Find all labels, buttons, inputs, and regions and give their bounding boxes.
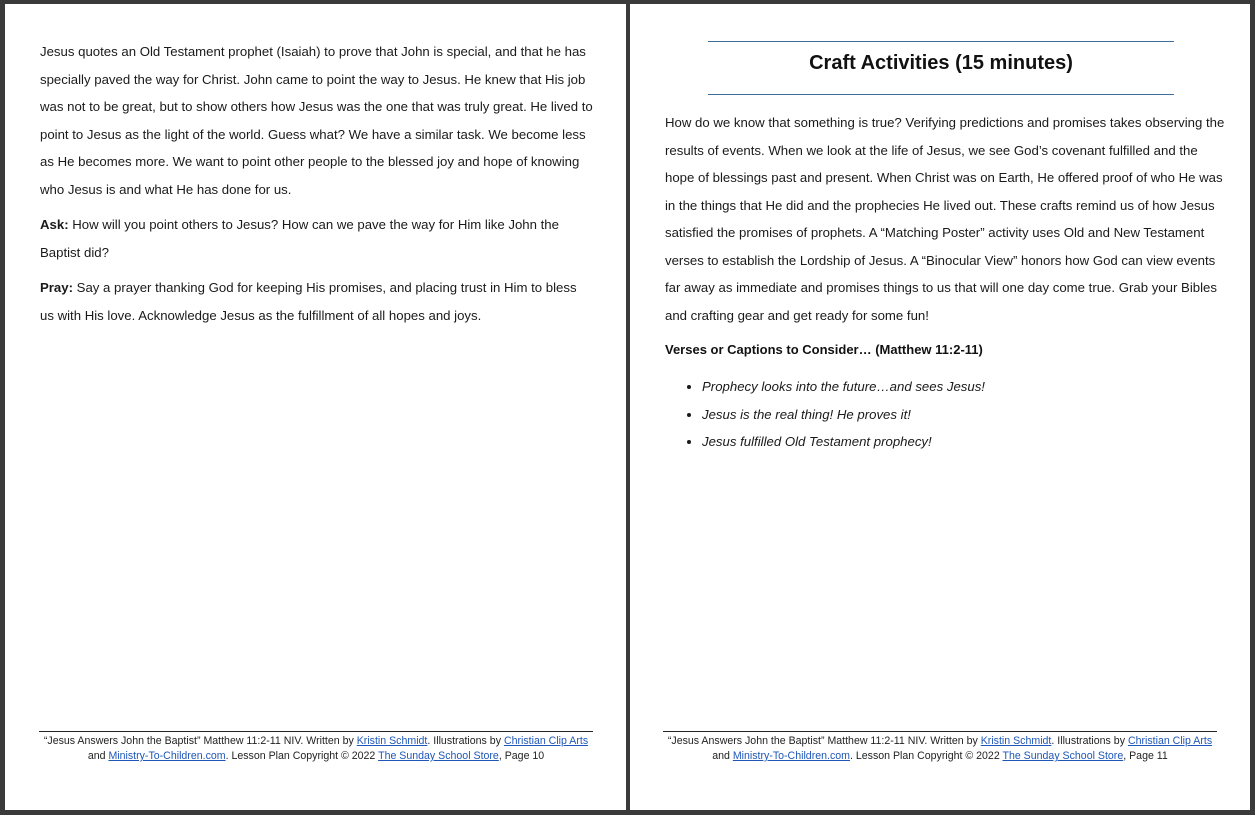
left-intro-paragraph: Jesus quotes an Old Testament prophet (Isaiah) to prove that John is special, and that he has specially paved the way for Christ. John came to point the way to Jesus. He knew that His job was not to be great, but to show others how Jesus was the one that was truly great. He lived to point to Jesus as the light of the world. Guess what? We have a similar task. We become less as He becomes more. We want to point other people to the blessed joy and hope of knowing who Jesus is and what He has done for us. xyxy=(40,44,593,197)
pray-text: Say a prayer thanking God for keeping His promises, and placing trust in Him to bless us with His love. Acknowledge Jesus as the fulfillment of all hopes and joys. xyxy=(40,280,577,323)
footer-lead: “Jesus Answers John the Baptist” Matthew 11:2-11 NIV. Written by xyxy=(43,735,357,747)
author-link[interactable]: Kristin Schmidt xyxy=(980,735,1052,747)
page-right xyxy=(630,4,1250,810)
pray-paragraph xyxy=(40,274,580,329)
title-rule-bottom xyxy=(708,94,1174,95)
christian-clip-arts-link[interactable]: Christian Clip Arts xyxy=(503,735,589,747)
sunday-school-store-link[interactable]: The Sunday School Store xyxy=(1002,750,1124,762)
footer-copyright-text: . Lesson Plan Copyright © 2022 xyxy=(225,750,379,762)
christian-clip-arts-link[interactable]: Christian Clip Arts xyxy=(1127,735,1213,747)
craft-intro-paragraph: How do we know that something is true? Verifying predictions and promises takes observing the results of events. When we look at the life of Jesus, we see God’s covenant fulfilled and the hope of blessings past and present. When Christ was on Earth, He offered proof of who He was in the things that He did and the prophecies He lived out. These crafts remind us of how Jesus satisfied the promises of prophets. A “Matching Poster” activity uses Old and New Testament verses to establish the Lordship of Jesus. A “Binocular View” honors how God can view events far away as immediate and promises things to us that will one day come true. Grab your Bibles and crafting gear and get ready for some fun! xyxy=(665,115,1225,323)
ministry-to-children-link[interactable]: Ministry-To-Children.com xyxy=(108,750,226,762)
pray-label: Pray: xyxy=(40,280,73,295)
verse-item: • Jesus fulfilled Old Testament prophecy! xyxy=(702,428,985,456)
footer-illus-text: . Illustrations by xyxy=(1051,735,1128,747)
footer-page-number: , Page 10 xyxy=(498,750,545,762)
title-rule-top xyxy=(708,41,1174,42)
ask-label: Ask: xyxy=(40,217,69,232)
verses-heading: Verses or Captions to Consider… (Matthew 11:2-11) xyxy=(665,342,983,357)
verse-item: • Prophecy looks into the future…and sees Jesus! xyxy=(702,373,985,401)
footer-divider xyxy=(663,731,1217,732)
page-footer-right xyxy=(663,734,1217,764)
footer-page-number: , Page 11 xyxy=(1123,750,1168,762)
verse-item: • Jesus is the real thing! He proves it! xyxy=(702,401,985,429)
page-footer-left xyxy=(39,734,593,764)
footer-and-text: and xyxy=(712,750,733,762)
page-left xyxy=(5,4,626,810)
ask-paragraph xyxy=(40,211,595,266)
footer-copyright-text: . Lesson Plan Copyright © 2022 xyxy=(849,750,1003,762)
footer-and-text: and xyxy=(87,750,109,762)
craft-activities-title: Craft Activities (15 minutes) xyxy=(809,52,1073,74)
footer-illus-text: . Illustrations by xyxy=(427,735,504,747)
ministry-to-children-link[interactable]: Ministry-To-Children.com xyxy=(732,750,850,762)
ask-text: How will you point others to Jesus? How can we pave the way for Him like John the Baptist did? xyxy=(40,217,559,260)
sunday-school-store-link[interactable]: The Sunday School Store xyxy=(378,750,499,762)
author-link[interactable]: Kristin Schmidt xyxy=(356,735,428,747)
footer-divider xyxy=(39,731,593,732)
footer-lead: “Jesus Answers John the Baptist” Matthew 11:2-11 NIV. Written by xyxy=(667,735,981,747)
verse-list xyxy=(665,373,985,456)
